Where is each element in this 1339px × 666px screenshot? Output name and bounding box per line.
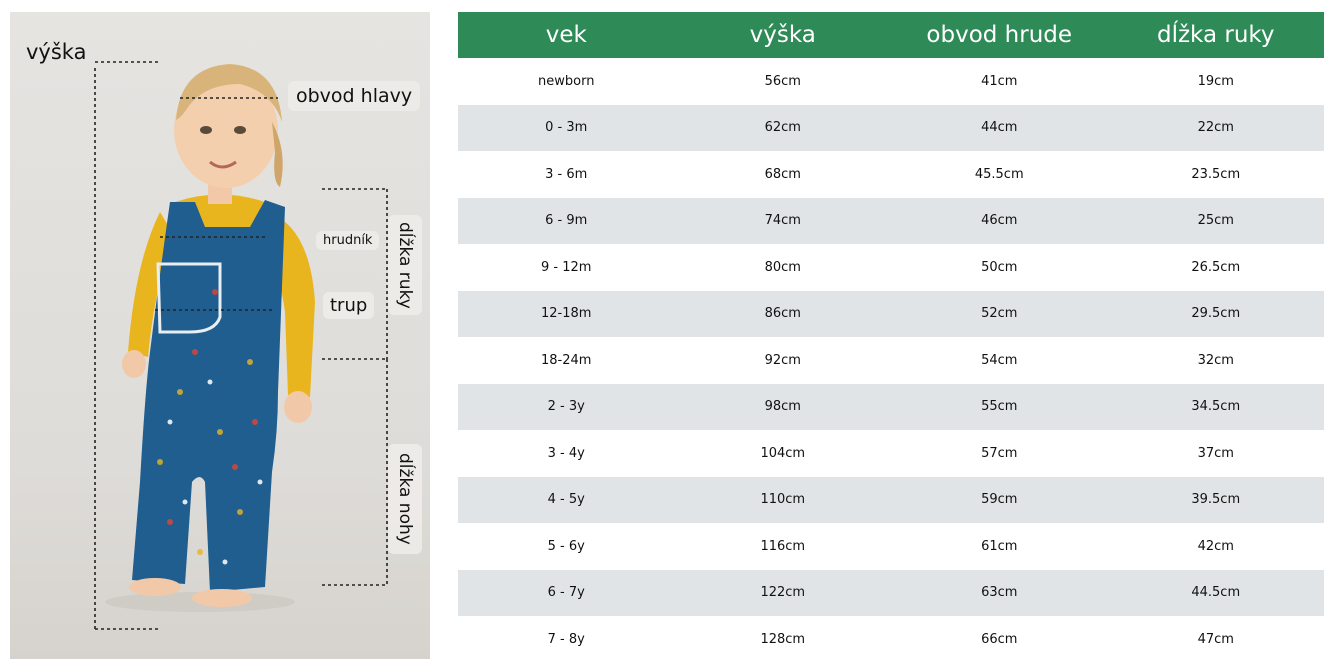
cell-height: 98cm bbox=[675, 384, 892, 431]
cell-height: 62cm bbox=[675, 105, 892, 152]
cell-chest: 63cm bbox=[891, 570, 1108, 617]
table-row bbox=[458, 430, 1324, 477]
cell-age: 2 - 3y bbox=[458, 384, 675, 431]
cell-arm-length: 34.5cm bbox=[1108, 384, 1325, 431]
cell-chest: 52cm bbox=[891, 291, 1108, 338]
cell-arm-length: 22cm bbox=[1108, 105, 1325, 152]
head-circumference-label: obvod hlavy bbox=[288, 81, 420, 111]
cell-chest: 57cm bbox=[891, 430, 1108, 477]
cell-arm-length: 23.5cm bbox=[1108, 151, 1325, 198]
cell-arm-length: 39.5cm bbox=[1108, 477, 1325, 524]
table-row bbox=[458, 105, 1324, 152]
torso-label: trup bbox=[323, 292, 374, 319]
table-row bbox=[458, 523, 1324, 570]
cell-age: 9 - 12m bbox=[458, 244, 675, 291]
column-header-arm-length: dĺžka ruky bbox=[1108, 12, 1325, 58]
cell-age: 18-24m bbox=[458, 337, 675, 384]
size-table bbox=[458, 12, 1324, 663]
cell-arm-length: 37cm bbox=[1108, 430, 1325, 477]
column-header-age: vek bbox=[458, 12, 675, 58]
table-row bbox=[458, 384, 1324, 431]
cell-arm-length: 25cm bbox=[1108, 198, 1325, 245]
cell-age: 3 - 4y bbox=[458, 430, 675, 477]
cell-height: 92cm bbox=[675, 337, 892, 384]
cell-chest: 66cm bbox=[891, 616, 1108, 663]
cell-height: 74cm bbox=[675, 198, 892, 245]
cell-chest: 54cm bbox=[891, 337, 1108, 384]
cell-age: 5 - 6y bbox=[458, 523, 675, 570]
cell-age: 4 - 5y bbox=[458, 477, 675, 524]
cell-chest: 61cm bbox=[891, 523, 1108, 570]
cell-age: 3 - 6m bbox=[458, 151, 675, 198]
table-row bbox=[458, 337, 1324, 384]
cell-arm-length: 44.5cm bbox=[1108, 570, 1325, 617]
cell-arm-length: 42cm bbox=[1108, 523, 1325, 570]
cell-chest: 45.5cm bbox=[891, 151, 1108, 198]
cell-arm-length: 32cm bbox=[1108, 337, 1325, 384]
cell-height: 110cm bbox=[675, 477, 892, 524]
cell-height: 68cm bbox=[675, 151, 892, 198]
cell-arm-length: 19cm bbox=[1108, 58, 1325, 105]
cell-arm-length: 29.5cm bbox=[1108, 291, 1325, 338]
table-row bbox=[458, 244, 1324, 291]
table-row bbox=[458, 477, 1324, 524]
cell-chest: 46cm bbox=[891, 198, 1108, 245]
cell-chest: 50cm bbox=[891, 244, 1108, 291]
cell-chest: 59cm bbox=[891, 477, 1108, 524]
table-row bbox=[458, 616, 1324, 663]
cell-age: 6 - 9m bbox=[458, 198, 675, 245]
cell-height: 80cm bbox=[675, 244, 892, 291]
cell-age: 6 - 7y bbox=[458, 570, 675, 617]
cell-age: newborn bbox=[458, 58, 675, 105]
cell-height: 116cm bbox=[675, 523, 892, 570]
measurement-photo bbox=[10, 12, 430, 659]
cell-chest: 55cm bbox=[891, 384, 1108, 431]
table-row bbox=[458, 58, 1324, 105]
cell-chest: 41cm bbox=[891, 58, 1108, 105]
cell-age: 7 - 8y bbox=[458, 616, 675, 663]
cell-height: 128cm bbox=[675, 616, 892, 663]
leg-length-label: dĺžka nohy bbox=[388, 444, 422, 554]
arm-length-label: dĺžka ruky bbox=[388, 215, 422, 315]
table-row bbox=[458, 570, 1324, 617]
cell-chest: 44cm bbox=[891, 105, 1108, 152]
cell-age: 12-18m bbox=[458, 291, 675, 338]
table-header-row bbox=[458, 12, 1324, 58]
table-row bbox=[458, 151, 1324, 198]
table-row bbox=[458, 291, 1324, 338]
cell-height: 104cm bbox=[675, 430, 892, 477]
cell-arm-length: 47cm bbox=[1108, 616, 1325, 663]
table-row bbox=[458, 198, 1324, 245]
column-header-height: výška bbox=[675, 12, 892, 58]
cell-arm-length: 26.5cm bbox=[1108, 244, 1325, 291]
cell-height: 56cm bbox=[675, 58, 892, 105]
cell-height: 122cm bbox=[675, 570, 892, 617]
column-header-chest: obvod hrude bbox=[891, 12, 1108, 58]
cell-age: 0 - 3m bbox=[458, 105, 675, 152]
chest-label: hrudník bbox=[316, 231, 379, 250]
cell-height: 86cm bbox=[675, 291, 892, 338]
height-label: výška bbox=[26, 40, 87, 64]
